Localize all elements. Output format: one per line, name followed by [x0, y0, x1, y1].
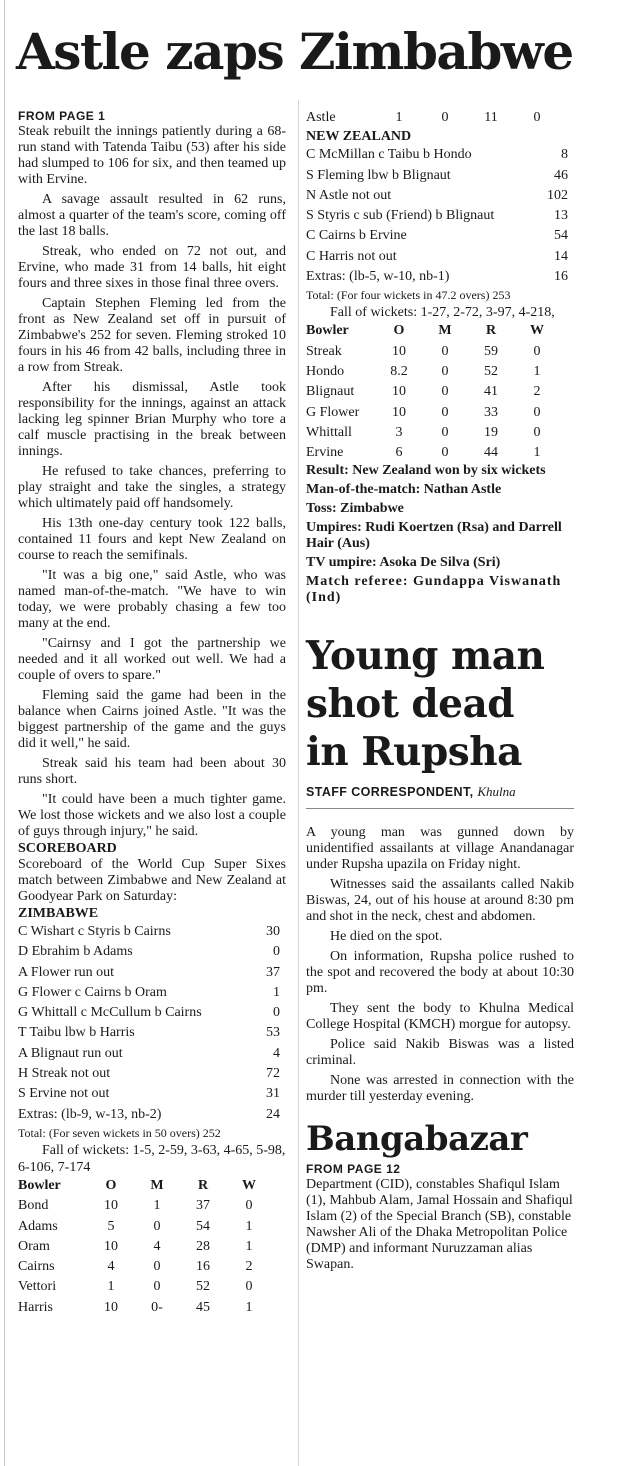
batting-row: [18, 1084, 286, 1104]
kicker-from-page-1: FROM PAGE 1: [18, 109, 106, 123]
bowling-row: [18, 1237, 272, 1257]
batsman: C McMillan c Taibu b Hondo: [306, 147, 472, 163]
batsman: A Blignaut run out: [18, 1045, 123, 1061]
runs: 102: [547, 187, 568, 203]
overs: 6: [395, 445, 403, 461]
col-bowler: Bowler: [306, 323, 349, 339]
runs: 59: [484, 343, 498, 359]
story-paragraph: None was arrested in connection with the murder till yesterday evening.: [306, 1073, 574, 1105]
article-paragraph: Streak said his team had been about 30 runs short.: [18, 756, 286, 787]
overs: 4: [107, 1259, 115, 1275]
story-young-man-shot-dead: [306, 632, 574, 1105]
overs: 8.2: [390, 363, 408, 379]
overs: 10: [104, 1238, 118, 1254]
bowling-header-row: [18, 1176, 272, 1196]
batting-row: [306, 226, 574, 246]
overs: 10: [392, 384, 406, 400]
team-name-new-zealand: NEW ZEALAND: [306, 129, 412, 145]
batsman: H Streak not out: [18, 1066, 111, 1082]
bowling-row: [306, 108, 560, 128]
overs: 3: [395, 424, 403, 440]
runs: 11: [484, 110, 498, 125]
maidens: 0: [153, 1218, 161, 1234]
bowler: Streak: [306, 343, 342, 359]
runs: 30: [266, 924, 280, 939]
batsman: C Harris not out: [306, 248, 397, 264]
article-paragraph: Steak rebuilt the innings patiently during a 68-run stand with Tatenda Taibu (53) after his side had slumped to 106 for six, and then teamed up with Ervine.: [18, 124, 286, 187]
story-headline-line: Young man: [306, 633, 545, 680]
batting-row: [18, 1064, 286, 1084]
story-headline-line: shot dead: [306, 681, 515, 728]
col-bowler: Bowler: [18, 1177, 61, 1193]
wickets: 0: [533, 404, 541, 420]
bowler: Blignaut: [306, 384, 355, 400]
batting-row: [18, 983, 286, 1003]
runs: 54: [196, 1218, 210, 1234]
bowler: Cairns: [18, 1259, 55, 1275]
bowler: Astle: [306, 110, 336, 125]
bowler: Bond: [18, 1198, 49, 1214]
maidens: 0: [441, 384, 449, 400]
runs: 44: [484, 445, 498, 461]
extras: Extras: (lb-9, w-13, nb-2): [18, 1106, 162, 1122]
batsman: D Ebrahim b Adams: [18, 944, 133, 960]
article-paragraph: Streak, who ended on 72 not out, and Ervine, who made 31 from 14 balls, hit eight fours and three sixes in those final three overs.: [18, 244, 286, 291]
bowler: G Flower: [306, 404, 360, 420]
article-paragraph: He refused to take chances, preferring to play straight and take the singles, a strategy which ultimately paid off handsomely.: [18, 464, 286, 511]
col-overs: O: [393, 323, 405, 339]
story-paragraph: He died on the spot.: [330, 929, 443, 945]
story-bangabazar: [306, 1119, 574, 1273]
article-paragraph: A savage assault resulted in 62 runs, almost a quarter of the team's score, coming off the last 18 balls.: [18, 192, 286, 239]
bowling-row: [18, 1196, 272, 1216]
col-overs: O: [105, 1177, 117, 1193]
extras-row: [306, 267, 574, 287]
byline: [306, 784, 574, 800]
bowling-row: [18, 1277, 272, 1297]
bowling-table-nz-continued: [306, 108, 560, 128]
runs: 72: [266, 1066, 280, 1082]
batsman: S Styris c sub (Friend) b Blignaut: [306, 208, 495, 224]
bowler: Vettori: [18, 1279, 57, 1295]
fall-of-wickets: Fall of wickets: 1-5, 2-59, 3-63, 4-65, 5-98, 6-106, 7-174: [18, 1142, 286, 1175]
innings-total: Total: (For four wickets in 47.2 overs) 253: [306, 288, 511, 303]
runs: 1: [273, 984, 280, 1000]
col-maidens: M: [150, 1177, 164, 1193]
story-paragraph: On information, Rupsha police rushed to the spot and recovered the body at about 10:30 pm.: [306, 949, 574, 997]
runs: 52: [484, 363, 498, 379]
runs: 16: [196, 1259, 210, 1275]
page-left-rule: [4, 0, 5, 1466]
wickets: 0: [533, 424, 541, 440]
match-result: Result: New Zealand won by six wickets: [306, 463, 546, 479]
man-of-the-match: Man-of-the-match: Nathan Astle: [306, 482, 502, 498]
kicker-from-page-12: FROM PAGE 12: [306, 1162, 401, 1177]
runs: 52: [196, 1279, 210, 1295]
wickets: 1: [245, 1238, 253, 1254]
overs: 10: [392, 404, 406, 420]
runs: 54: [554, 228, 568, 244]
article-paragraph: "It could have been a much tighter game. We lost those wickets and we also lost a couple of guys through injury," he said.: [18, 792, 286, 839]
bowler: Adams: [18, 1218, 58, 1234]
runs: 33: [484, 404, 498, 420]
bowling-table-zimbabwe: [306, 321, 560, 463]
wickets: 1: [245, 1218, 253, 1234]
byline-place: Khulna: [477, 784, 516, 800]
right-column: [306, 108, 574, 1273]
article-paragraph: After his dismissal, Astle took responsibility for the innings, against an attack lacking leg spinner Brian Murphy who tore a calf muscle practising in the break between innings.: [18, 380, 286, 459]
maidens: 0: [441, 424, 449, 440]
bowling-header-row: [306, 321, 560, 341]
overs: 10: [104, 1299, 118, 1315]
fall-of-wickets: Fall of wickets: 1-27, 2-72, 3-97, 4-218,: [330, 305, 555, 321]
batsman: G Flower c Cairns b Oram: [18, 984, 167, 1000]
byline-author: STAFF CORRESPONDENT,: [306, 785, 474, 800]
maidens: 0: [441, 445, 449, 461]
batting-row: [18, 1023, 286, 1043]
umpires: Umpires: Rudi Koertzen (Rsa) and Darrell Hair (Aus): [306, 520, 562, 552]
maidens: 0: [441, 110, 449, 125]
batsman: C Cairns b Ervine: [306, 228, 407, 244]
batting-row: [306, 145, 574, 165]
runs: 0: [273, 1005, 280, 1021]
runs: 8: [561, 147, 568, 163]
article-paragraph: His 13th one-day century took 122 balls, contained 11 fours and kept New Zealand on course to reach the semifinals.: [18, 516, 286, 563]
bowler: Whittall: [306, 424, 352, 440]
runs: 0: [273, 944, 280, 960]
overs: 1: [107, 1279, 115, 1295]
wickets: 0: [533, 343, 541, 359]
story-paragraph: They sent the body to Khulna Medical College Hospital (KMCH) morgue for autopsy.: [306, 1001, 574, 1033]
runs: 19: [484, 424, 498, 440]
left-column: [18, 108, 286, 1318]
runs: 28: [196, 1238, 210, 1254]
maidens: 1: [153, 1198, 161, 1214]
runs: 41: [484, 384, 498, 400]
wickets: 0: [533, 110, 541, 125]
bowling-row: [18, 1298, 272, 1318]
batsman: T Taibu lbw b Harris: [18, 1025, 135, 1041]
col-wickets: W: [530, 323, 544, 339]
batting-row: [306, 247, 574, 267]
overs: 10: [392, 343, 406, 359]
batsman: G Whittall c McCullum b Cairns: [18, 1005, 202, 1021]
bowling-row: [306, 362, 560, 382]
batting-list-zimbabwe: [18, 922, 286, 1125]
batting-row: [18, 942, 286, 962]
bowling-row: [306, 342, 560, 362]
wickets: 1: [533, 363, 541, 379]
scoreboard-heading: SCOREBOARD: [18, 841, 117, 856]
story-headline-line: in Rupsha: [306, 729, 522, 776]
batsman: N Astle not out: [306, 187, 392, 203]
wickets: 0: [245, 1279, 253, 1295]
scoreboard-intro: Scoreboard of the World Cup Super Sixes match between Zimbabwe and New Zealand at Goodyear Park on Saturday:: [18, 857, 286, 904]
overs: 5: [107, 1218, 115, 1234]
col-runs: R: [197, 1177, 209, 1193]
maidens: 0: [153, 1279, 161, 1295]
overs: 1: [395, 110, 403, 125]
maidens: 0-: [151, 1299, 163, 1315]
maidens: 0: [441, 343, 449, 359]
bowling-table-nz: [18, 1176, 272, 1318]
wickets: 2: [245, 1259, 253, 1275]
batsman: C Wishart c Styris b Cairns: [18, 924, 171, 939]
batting-row: [306, 186, 574, 206]
article-paragraph: Captain Stephen Fleming led from the front as New Zealand set off in pursuit of Zimbabwe's 252 for seven. Fleming stroked 10 fours in his 46 from 42 balls, including three in a row from Streak.: [18, 296, 286, 375]
toss: Toss: Zimbabwe: [306, 501, 404, 517]
bowler: Oram: [18, 1238, 50, 1254]
batsman: S Fleming lbw b Blignaut: [306, 167, 451, 183]
col-wickets: W: [242, 1177, 256, 1193]
batting-list-new-zealand: [306, 145, 574, 287]
article-paragraph: "Cairnsy and I got the partnership we needed and it all worked out well. We had a couple of overs to spare.": [18, 636, 286, 683]
maidens: 0: [441, 363, 449, 379]
extras: Extras: (lb-5, w-10, nb-1): [306, 269, 450, 285]
story-paragraph: A young man was gunned down by unidentified assailants at village Anandanagar under Rupsha upazila on Friday night.: [306, 825, 574, 873]
headline: Astle zaps Zimbabwe: [16, 22, 573, 81]
wickets: 2: [533, 384, 541, 400]
wickets: 1: [533, 445, 541, 461]
byline-divider: [306, 808, 574, 809]
overs: 10: [104, 1198, 118, 1214]
batting-row: [18, 1044, 286, 1064]
extras-row: [18, 1105, 286, 1125]
runs: 13: [554, 208, 568, 224]
bowler: Harris: [18, 1299, 53, 1315]
batting-row: [306, 166, 574, 186]
story-headline: Bangabazar: [306, 1119, 528, 1160]
maidens: 0: [441, 404, 449, 420]
column-divider: [298, 100, 299, 1466]
batting-row: [18, 963, 286, 983]
story-paragraph: Police said Nakib Biswas was a listed criminal.: [306, 1037, 574, 1069]
maidens: 4: [153, 1238, 161, 1254]
batting-row: [18, 1003, 286, 1023]
bowling-row: [18, 1217, 272, 1237]
story-paragraph: Department (CID), constables Shafiqul Islam (1), Mahbub Alam, Jamal Hossain and Shafiqul Islam (2) of the Special Branch (SB), constable Nawsher Ali of the Dhaka Metropolitan Police (DMP) and informant Nuruzzaman alias Swapan.: [306, 1177, 573, 1273]
batsman: A Flower run out: [18, 964, 115, 980]
article-paragraph: Fleming said the game had been in the balance when Cairns joined Astle. "It was the biggest partnership of the game and the guys did it well," he said.: [18, 688, 286, 751]
runs: 53: [266, 1025, 280, 1041]
col-runs: R: [485, 323, 497, 339]
bowling-row: [306, 382, 560, 402]
match-referee: Match referee: Gundappa Viswanath (Ind): [306, 574, 562, 606]
col-maidens: M: [438, 323, 452, 339]
bowling-row: [306, 403, 560, 423]
batsman: S Ervine not out: [18, 1086, 110, 1102]
article-paragraph: "It was a big one," said Astle, who was named man-of-the-match. "We have to win today, we were probably chasing a few too many at the end.: [18, 568, 286, 631]
runs: 16: [554, 269, 568, 285]
runs: 4: [273, 1045, 280, 1061]
maidens: 0: [153, 1259, 161, 1275]
runs: 45: [196, 1299, 210, 1315]
bowling-row: [18, 1257, 272, 1277]
runs: 37: [196, 1198, 210, 1214]
team-name-zimbabwe: ZIMBABWE: [18, 906, 99, 921]
runs: 46: [554, 167, 568, 183]
story-body: [306, 825, 574, 1105]
story-paragraph: Witnesses said the assailants called Nakib Biswas, 24, out of his house at around 8:30 pm and shot in the neck, chest and abdomen.: [306, 877, 574, 925]
bowler: Ervine: [306, 445, 344, 461]
batting-row: [306, 206, 574, 226]
runs: 24: [266, 1106, 280, 1122]
runs: 37: [266, 964, 280, 980]
runs: 14: [554, 248, 568, 264]
tv-umpire: TV umpire: Asoka De Silva (Sri): [306, 555, 501, 571]
runs: 31: [266, 1086, 280, 1102]
bowling-row: [306, 423, 560, 443]
wickets: 1: [245, 1299, 253, 1315]
bowler: Hondo: [306, 363, 345, 379]
wickets: 0: [245, 1198, 253, 1214]
innings-total: Total: (For seven wickets in 50 overs) 252: [18, 1125, 221, 1140]
batting-row: [18, 922, 286, 942]
bowling-row: [306, 443, 560, 463]
